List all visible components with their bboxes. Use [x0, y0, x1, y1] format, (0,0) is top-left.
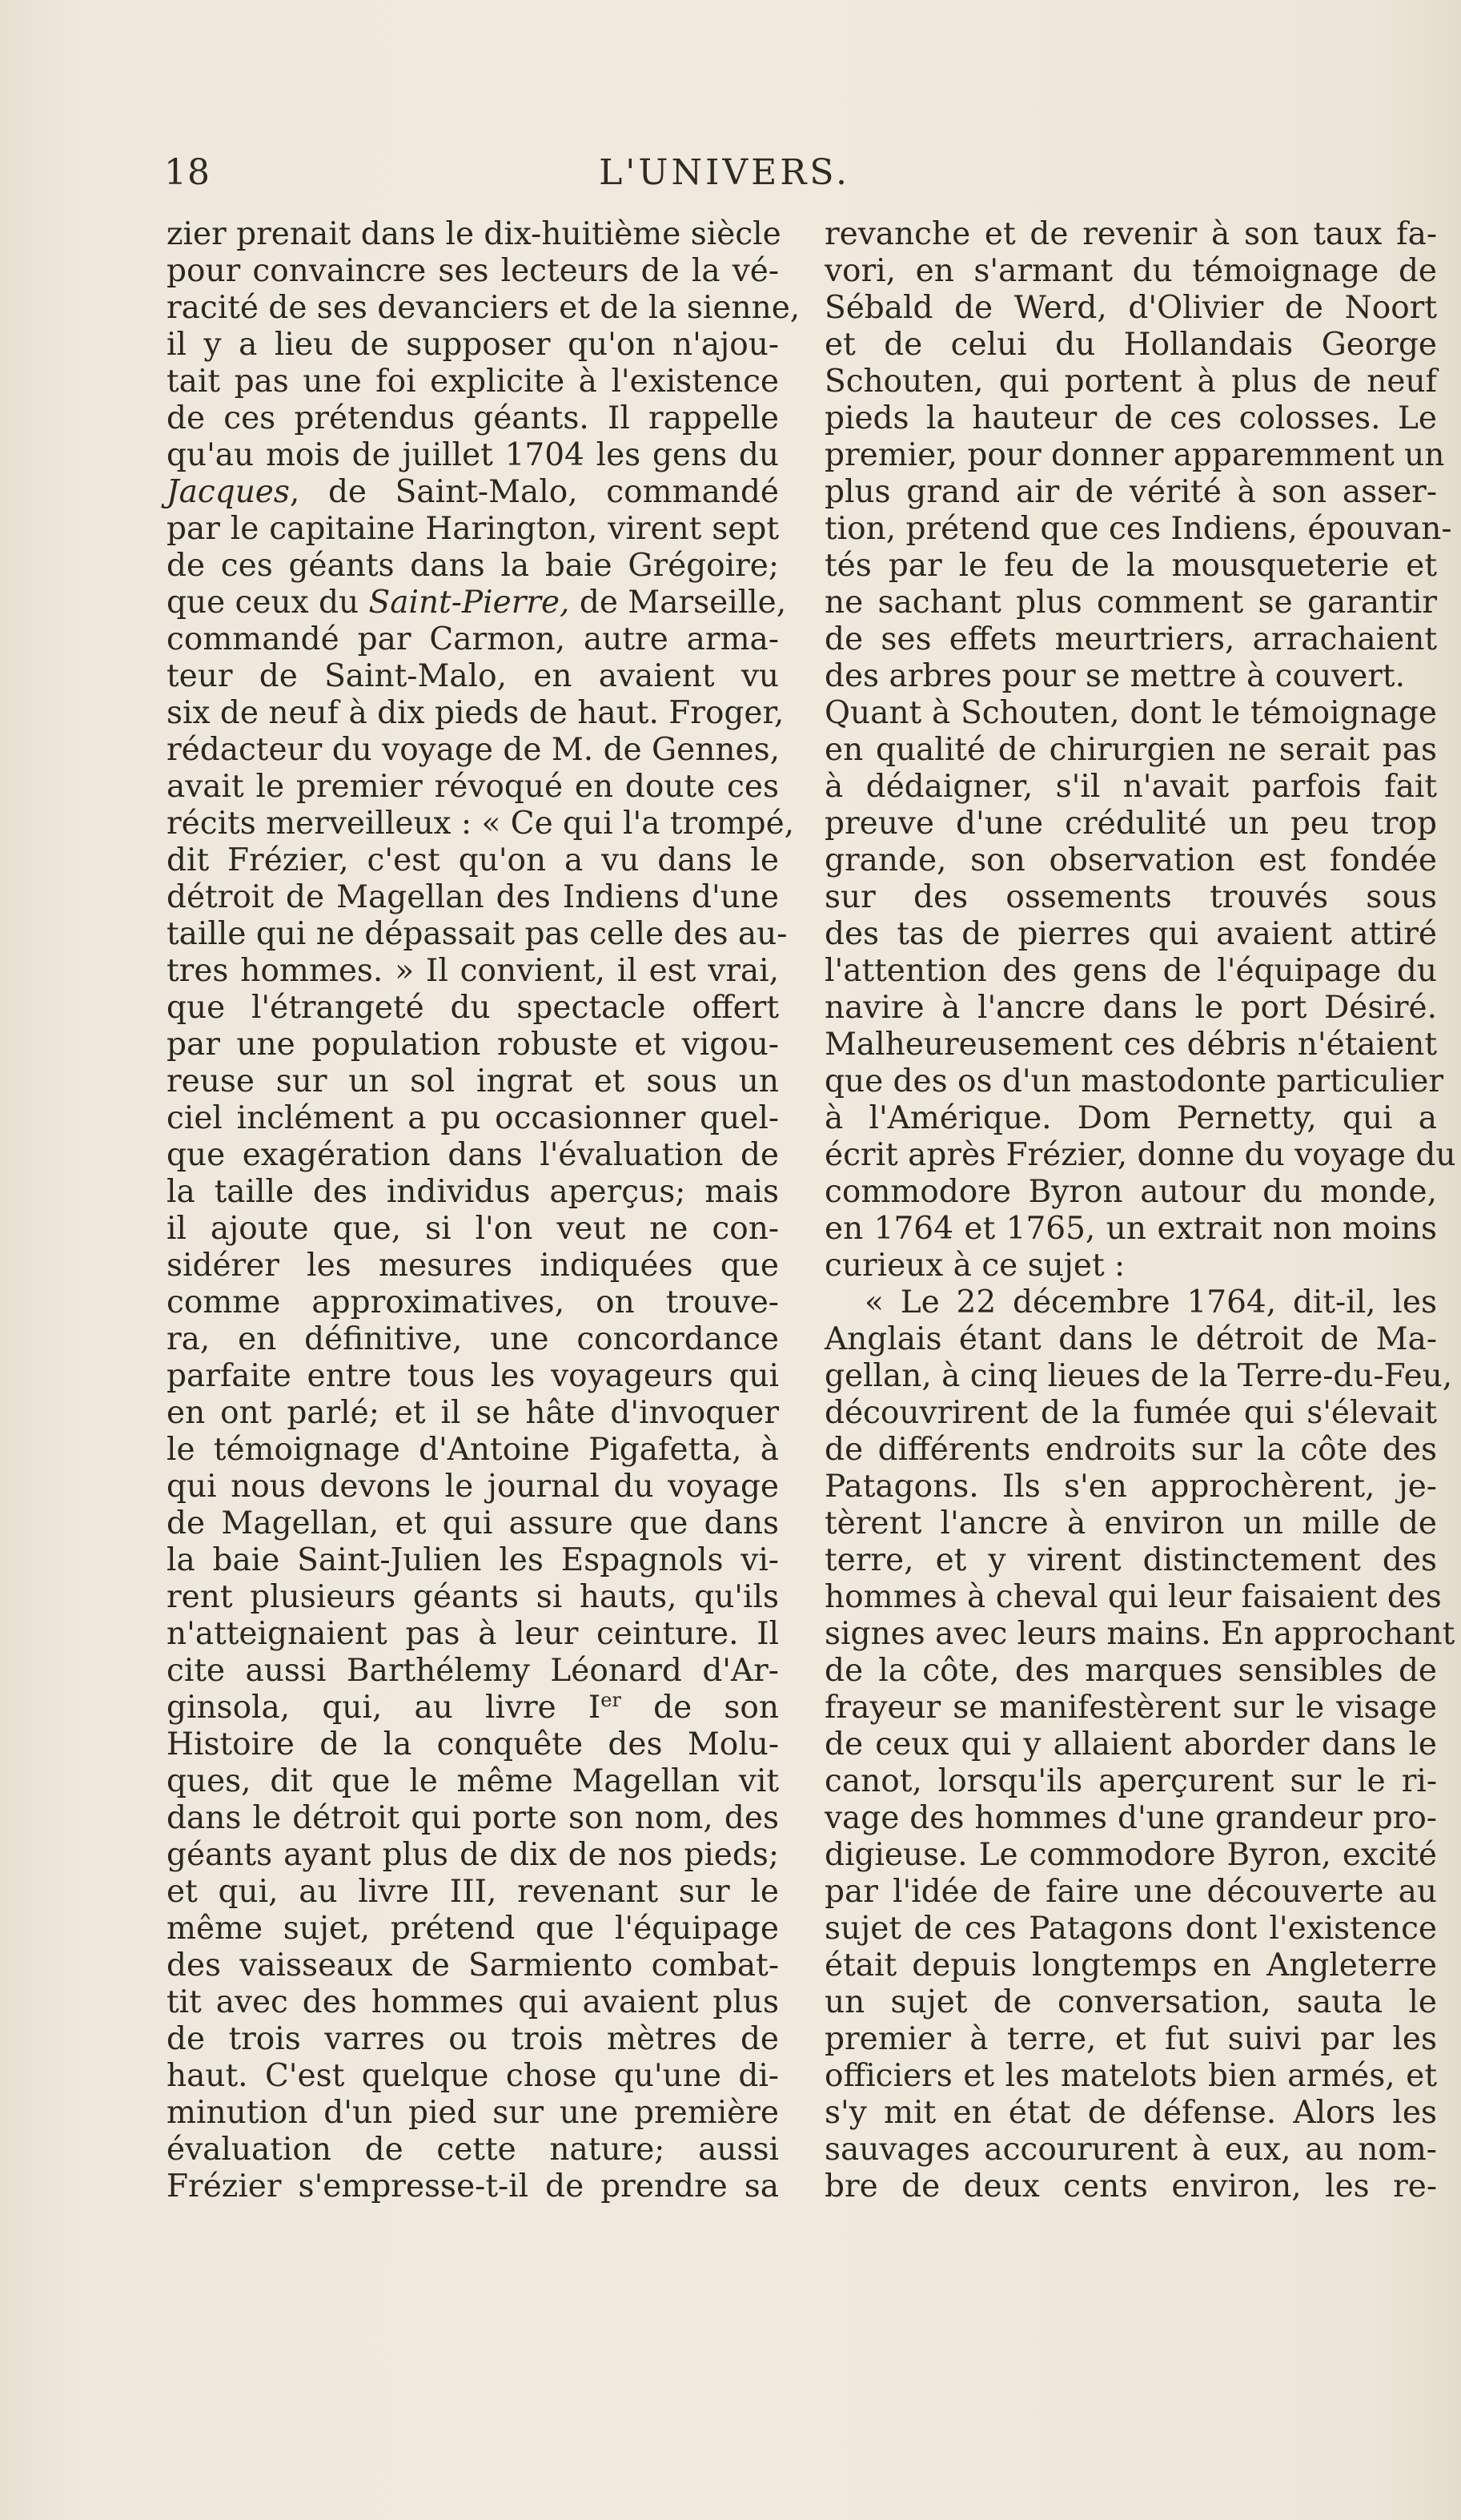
text-line	[167, 2095, 779, 2132]
text-segment: commandé par Carmon, autre arma-	[167, 621, 779, 657]
text-line	[167, 1211, 779, 1248]
text-segment: commodore Byron autour du monde,	[825, 1174, 1437, 1210]
text-segment: était depuis longtemps en Angleterre	[825, 1947, 1437, 1983]
text-line	[825, 658, 1437, 695]
text-segment: de Marseille,	[569, 585, 787, 621]
text-line	[167, 1653, 779, 1690]
text-segment: par le capitaine Harington, virent sept	[167, 511, 779, 547]
text-line	[167, 364, 779, 400]
text-segment: de Magellan, et qui assure que dans	[167, 1505, 779, 1541]
text-line	[167, 1248, 779, 1284]
text-segment: reuse sur un sol ingrat et sous un	[167, 1063, 779, 1099]
text-line	[167, 1505, 779, 1542]
text-line	[825, 2021, 1437, 2058]
text-segment: tait pas une foi explicite à l'existence	[167, 364, 779, 400]
text-segment: évaluation de cette nature; aussi	[167, 2132, 779, 2168]
text-line	[167, 806, 795, 842]
text-segment: que exagération dans l'évaluation de	[167, 1137, 779, 1173]
text-segment: et de celui du Hollandais George	[825, 327, 1437, 363]
text-segment: tion, prétend que ces Indiens, épouvan-	[825, 511, 1452, 547]
text-line	[825, 1174, 1437, 1211]
text-segment: et qui, au livre III, revenant sur le	[167, 1874, 779, 1910]
text-segment: que l'étrangeté du spectacle offert	[167, 990, 779, 1026]
text-segment: qu'au mois de juillet 1704 les gens du	[167, 437, 779, 473]
page-number: 18	[164, 152, 211, 193]
text-line	[167, 474, 779, 511]
text-segment: ginsola, qui, au livre I	[167, 1690, 601, 1726]
text-line	[167, 621, 779, 658]
text-segment: que des os d'un mastodonte particulier	[825, 1063, 1443, 1099]
text-line	[167, 216, 779, 253]
text-line	[825, 1837, 1437, 1874]
text-line	[825, 990, 1437, 1027]
page-header	[164, 152, 1285, 200]
text-line	[825, 621, 1437, 658]
text-segment: de ces prétendus géants. Il rappelle	[167, 400, 779, 436]
text-segment: minution d'un pied sur une première	[167, 2095, 779, 2131]
text-segment: six de neuf à dix pieds de haut. Froger,	[167, 695, 785, 731]
text-segment: grande, son observation est fondée	[825, 842, 1437, 878]
text-line	[825, 1027, 1437, 1063]
text-line	[167, 1763, 779, 1800]
text-segment: plus grand air de vérité à son asser-	[825, 474, 1437, 510]
text-segment: à l'Amérique. Dom Pernetty, qui a	[825, 1100, 1437, 1136]
text-line	[167, 1837, 779, 1874]
text-segment: rédacteur du voyage de M. de Gennes,	[167, 732, 780, 768]
text-line	[825, 1137, 1456, 1174]
text-line	[167, 1616, 779, 1653]
text-line	[825, 1211, 1437, 1248]
text-segment: rent plusieurs géants si hauts, qu'ils	[167, 1579, 779, 1615]
text-line	[825, 1284, 1437, 1321]
text-line	[825, 474, 1437, 511]
text-segment: premier, pour donner apparemment un	[825, 437, 1445, 473]
text-line	[167, 2021, 779, 2058]
text-line	[825, 585, 1437, 621]
text-segment: Anglais étant dans le détroit de Ma-	[825, 1321, 1437, 1357]
text-line	[167, 2058, 779, 2095]
text-segment: écrit après Frézier, donne du voyage du	[825, 1137, 1456, 1173]
text-segment: Sébald de Werd, d'Olivier de Noort	[825, 290, 1437, 326]
text-segment: il ajoute que, si l'on veut ne con-	[167, 1211, 779, 1247]
text-segment: sujet de ces Patagons dont l'existence	[825, 1911, 1437, 1947]
text-line	[825, 732, 1437, 769]
text-segment: sidérer les mesures indiquées que	[167, 1248, 779, 1284]
text-segment: avait le premier révoqué en doute ces	[167, 769, 779, 805]
text-line	[167, 253, 779, 290]
text-line	[167, 2132, 779, 2168]
text-line	[825, 1100, 1437, 1137]
text-line	[167, 1469, 779, 1505]
left-column	[167, 216, 801, 2205]
text-segment: détroit de Magellan des Indiens d'une	[167, 879, 779, 915]
text-segment: des tas de pierres qui avaient attiré	[825, 916, 1437, 952]
text-line	[167, 1100, 779, 1137]
text-segment: tit avec des hommes qui avaient plus	[167, 1984, 779, 2020]
text-line	[825, 1358, 1453, 1395]
text-line	[167, 916, 788, 953]
text-segment: de différents endroits sur la côte des	[825, 1432, 1437, 1468]
text-segment: qui nous devons le journal du voyage	[167, 1469, 779, 1505]
text-line	[825, 1321, 1437, 1358]
text-line	[167, 511, 779, 548]
text-line	[167, 769, 779, 806]
text-line	[825, 2168, 1437, 2205]
text-line	[825, 1469, 1437, 1505]
text-segment: ne sachant plus comment se garantir	[825, 585, 1437, 621]
text-line	[825, 437, 1445, 474]
text-line	[825, 253, 1437, 290]
italic-text: Saint-Pierre,	[368, 585, 570, 621]
text-line	[825, 1248, 1437, 1284]
text-line	[167, 437, 779, 474]
text-segment: sur des ossements trouvés sous	[825, 879, 1437, 915]
text-line	[167, 879, 779, 916]
text-segment: digieuse. Le commodore Byron, excité	[825, 1837, 1437, 1873]
text-segment: Quant à Schouten, dont le témoignage	[825, 695, 1437, 731]
text-line	[825, 400, 1437, 437]
text-line	[167, 695, 785, 732]
text-segment: sauvages accoururent à eux, au nom-	[825, 2132, 1437, 2168]
text-segment: découvrirent de la fumée qui s'élevait	[825, 1395, 1437, 1431]
text-line	[167, 1947, 779, 1984]
text-segment: haut. C'est quelque chose qu'une di-	[167, 2058, 779, 2094]
text-line	[167, 327, 779, 364]
text-line	[167, 1579, 779, 1616]
text-segment: des vaisseaux de Sarmiento combat-	[167, 1947, 779, 1983]
text-line	[167, 732, 779, 769]
text-line	[167, 1911, 779, 1947]
text-segment: à dédaigner, s'il n'avait parfois fait	[825, 769, 1437, 805]
text-segment: navire à l'ancre dans le port Désiré.	[825, 990, 1437, 1026]
text-line	[825, 1874, 1437, 1911]
text-segment: parfaite entre tous les voyageurs qui	[167, 1358, 779, 1394]
text-segment: un sujet de conversation, sauta le	[825, 1984, 1437, 2020]
text-segment: signes avec leurs mains. En approchant	[825, 1616, 1455, 1652]
text-segment: n'atteignaient pas à leur ceinture. Il	[167, 1616, 779, 1652]
text-segment: par l'idée de faire une découverte au	[825, 1874, 1437, 1910]
text-line	[167, 1027, 779, 1063]
text-segment: zier prenait dans le dix-huitième siècle	[167, 216, 781, 252]
text-line	[825, 842, 1437, 879]
text-line	[167, 1174, 779, 1211]
text-segment: curieux à ce sujet :	[825, 1248, 1126, 1284]
text-segment: de son	[620, 1690, 779, 1726]
text-line	[825, 1911, 1437, 1947]
text-segment: dans le détroit qui porte son nom, des	[167, 1800, 779, 1836]
text-line	[167, 1432, 779, 1469]
text-segment: s'y mit en état de défense. Alors les	[825, 2095, 1437, 2131]
italic-text: Jacques	[167, 474, 290, 510]
text-segment: Malheureusement ces débris n'étaient	[825, 1027, 1437, 1063]
text-line	[167, 1137, 779, 1174]
text-segment: il y a lieu de supposer qu'on n'ajou-	[167, 327, 779, 363]
text-line	[825, 1063, 1443, 1100]
text-segment: , de Saint-Malo, commandé	[289, 474, 779, 510]
text-line	[825, 2095, 1437, 2132]
text-line	[825, 1690, 1437, 1726]
text-segment: vage des hommes d'une grandeur pro-	[825, 1800, 1437, 1836]
text-line	[167, 1542, 779, 1579]
text-segment: même sujet, prétend que l'équipage	[167, 1911, 779, 1947]
text-line	[825, 1432, 1437, 1469]
text-line	[167, 842, 779, 879]
text-line	[825, 2132, 1437, 2168]
text-line	[167, 1321, 779, 1358]
text-segment: premier à terre, et fut suivi par les	[825, 2021, 1437, 2057]
text-line	[825, 1947, 1437, 1984]
text-segment: que ceux du	[167, 585, 369, 621]
text-line	[167, 1690, 779, 1726]
text-line	[825, 1505, 1437, 1542]
text-line	[825, 2058, 1437, 2095]
text-line	[825, 1395, 1437, 1432]
text-line	[167, 1800, 779, 1837]
right-column	[825, 216, 1456, 2205]
text-segment: Histoire de la conquête des Molu-	[167, 1726, 779, 1762]
text-segment: revanche et de revenir à son taux fa-	[825, 216, 1437, 252]
text-segment: la taille des individus aperçus; mais	[167, 1174, 779, 1210]
text-segment: taille qui ne dépassait pas celle des au-	[167, 916, 788, 952]
text-line	[825, 769, 1437, 806]
text-segment: géants ayant plus de dix de nos pieds;	[167, 1837, 779, 1873]
text-segment: hommes à cheval qui leur faisaient des	[825, 1579, 1442, 1615]
text-line	[167, 1874, 779, 1911]
text-line	[825, 916, 1437, 953]
text-line	[825, 216, 1437, 253]
text-segment: canot, lorsqu'ils aperçurent sur le ri-	[825, 1763, 1437, 1799]
text-line	[825, 953, 1437, 990]
text-line	[825, 364, 1437, 400]
text-line	[825, 548, 1437, 585]
text-segment: tèrent l'ancre à environ un mille de	[825, 1505, 1437, 1541]
text-segment: par une population robuste et vigou-	[167, 1027, 779, 1063]
text-segment: de la côte, des marques sensibles de	[825, 1653, 1437, 1689]
text-segment: Schouten, qui portent à plus de neuf	[825, 364, 1437, 400]
text-segment: officiers et les matelots bien armés, et	[825, 2058, 1437, 2094]
text-line	[825, 1763, 1437, 1800]
text-segment: en qualité de chirurgien ne serait pas	[825, 732, 1437, 768]
text-segment: vori, en s'armant du témoignage de	[825, 253, 1437, 289]
text-segment: tés par le feu de la mousqueterie et	[825, 548, 1437, 584]
text-segment: de ces géants dans la baie Grégoire;	[167, 548, 779, 584]
text-line	[167, 585, 787, 621]
text-line	[167, 1284, 779, 1321]
text-line	[167, 2168, 779, 2205]
text-segment: racité de ses devanciers et de la sienne,	[167, 290, 801, 326]
text-line	[825, 327, 1437, 364]
text-line	[167, 290, 801, 327]
text-segment: dit Frézier, c'est qu'on a vu dans le	[167, 842, 779, 878]
text-line	[167, 1726, 779, 1763]
text-line	[167, 658, 779, 695]
text-segment: terre, et y virent distinctement des	[825, 1542, 1437, 1578]
text-segment: de ses effets meurtriers, arrachaient	[825, 621, 1437, 657]
text-segment: ciel inclément a pu occasionner quel-	[167, 1100, 779, 1136]
text-line	[167, 1395, 779, 1432]
text-segment: « Le 22 décembre 1764, dit-il, les	[865, 1284, 1437, 1320]
text-line	[167, 953, 779, 990]
text-line	[825, 695, 1437, 732]
text-line	[825, 511, 1452, 548]
text-segment: Frézier s'empresse-t-il de prendre sa	[167, 2168, 779, 2204]
text-line	[825, 1984, 1437, 2021]
text-segment: teur de Saint-Malo, en avaient vu	[167, 658, 779, 694]
text-line	[825, 1579, 1442, 1616]
text-segment: frayeur se manifestèrent sur le visage	[825, 1690, 1437, 1726]
text-segment: gellan, à cinq lieues de la Terre-du-Feu,	[825, 1358, 1453, 1394]
text-segment: en ont parlé; et il se hâte d'invoquer	[167, 1395, 779, 1431]
text-segment: pieds la hauteur de ces colosses. Le	[825, 400, 1437, 436]
text-segment: des arbres pour se mettre à couvert.	[825, 658, 1405, 694]
text-line	[825, 1616, 1455, 1653]
text-segment: pour convaincre ses lecteurs de la vé-	[167, 253, 779, 289]
text-line	[167, 400, 779, 437]
text-line	[167, 1358, 779, 1395]
text-segment: tres hommes. » Il convient, il est vrai,	[167, 953, 779, 989]
text-line	[825, 1726, 1437, 1763]
text-line	[825, 1542, 1437, 1579]
text-segment: comme approximatives, on trouve-	[167, 1284, 779, 1320]
text-line	[167, 990, 779, 1027]
text-segment: récits merveilleux : « Ce qui l'a trompé,	[167, 806, 795, 842]
text-segment: preuve d'une crédulité un peu trop	[825, 806, 1437, 842]
superscript: er	[600, 1689, 621, 1711]
text-segment: la baie Saint-Julien les Espagnols vi-	[167, 1542, 779, 1578]
text-segment: Patagons. Ils s'en approchèrent, je-	[825, 1469, 1437, 1505]
text-segment: le témoignage d'Antoine Pigafetta, à	[167, 1432, 779, 1468]
text-segment: de ceux qui y allaient aborder dans le	[825, 1726, 1437, 1762]
text-segment: en 1764 et 1765, un extrait non moins	[825, 1211, 1437, 1247]
text-segment: cite aussi Barthélemy Léonard d'Ar-	[167, 1653, 779, 1689]
text-segment: ques, dit que le même Magellan vit	[167, 1763, 779, 1799]
text-line	[825, 290, 1437, 327]
text-segment: de trois varres ou trois mètres de	[167, 2021, 779, 2057]
text-line	[167, 1063, 779, 1100]
text-line	[825, 806, 1437, 842]
text-segment: ra, en définitive, une concordance	[167, 1321, 779, 1357]
text-line	[167, 1984, 779, 2021]
text-segment: bre de deux cents environ, les re-	[825, 2168, 1437, 2204]
running-title: L'UNIVERS.	[599, 152, 850, 193]
text-line	[825, 879, 1437, 916]
text-line	[825, 1800, 1437, 1837]
text-line	[825, 1653, 1437, 1690]
text-line	[167, 548, 779, 585]
text-segment: l'attention des gens de l'équipage du	[825, 953, 1437, 989]
